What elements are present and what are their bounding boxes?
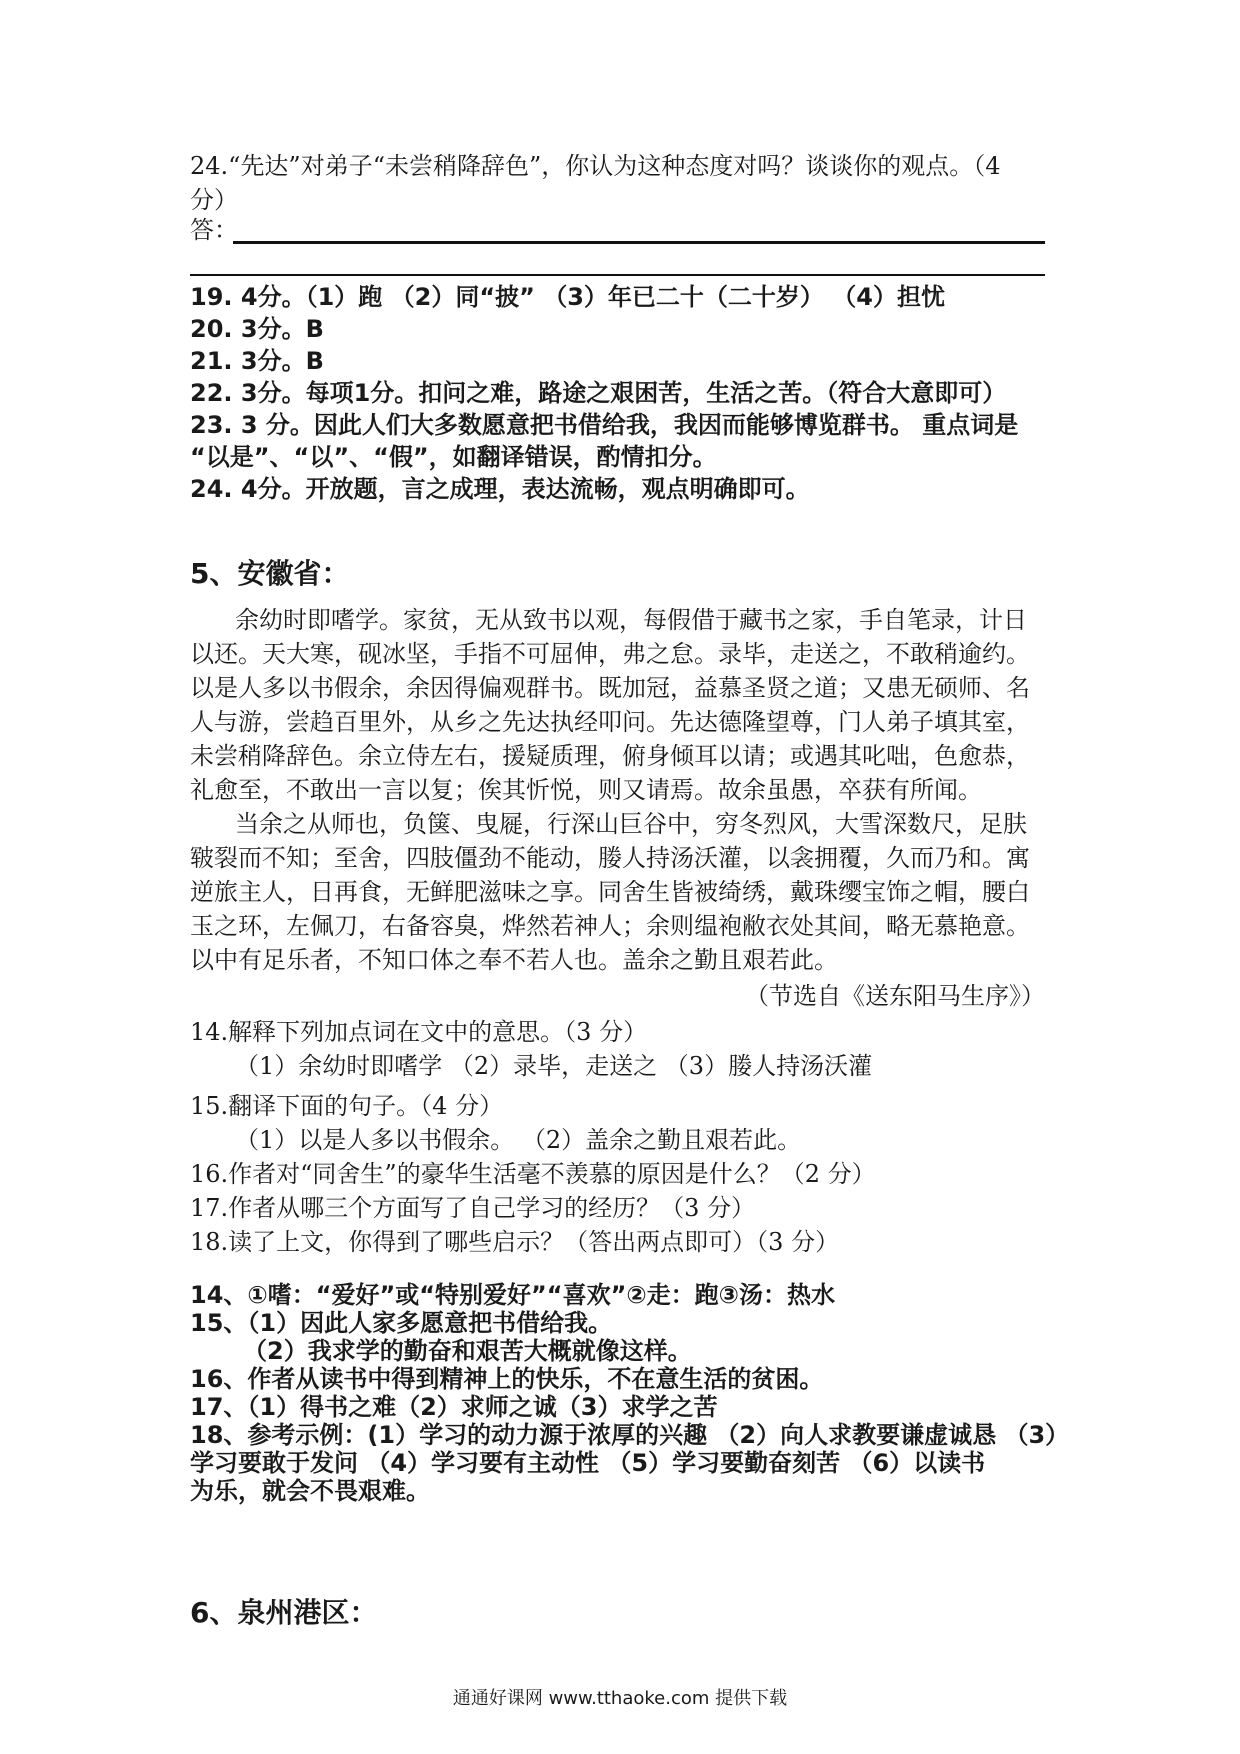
passage-line: 逆旅主人，日再食，无鲜肥滋味之享。同舍生皆被绮绣，戴珠缨宝饰之帽，腰白 (190, 878, 1030, 906)
passage-line: 皲裂而不知；至舍，四肢僵劲不能动，媵人持汤沃灌，以衾拥覆，久而乃和。寓 (190, 844, 1030, 872)
passage-source: （节选自《送东阳马生序》） (745, 982, 1045, 1010)
answer-18-line-2: 学习要敢于发问 （4）学习要有主动性 （5）学习要勤奋刻苦 （6）以读书 (190, 1449, 986, 1477)
page-footer: 通通好课网 www.tthaoke.com 提供下载 (452, 1688, 788, 1709)
question-14-items: （1）余幼时即嗜学 （2）录毕，走送之 （3）媵人持汤沃灌 (235, 1052, 873, 1080)
question-24-line-2: 分） (190, 186, 238, 214)
question-17: 17.作者从哪三个方面写了自己学习的经历？（3 分） (190, 1194, 756, 1222)
answer-23-line-1: 23. 3 分。因此人们大多数愿意把书借给我，我因而能够博览群书。 重点词是 (190, 411, 1019, 439)
answer-16: 16、作者从读书中得到精神上的快乐，不在意生活的贫困。 (190, 1365, 824, 1393)
answer-19: 19. 4分。（1）跑 （2）同“披” （3）年已二十（二十岁） （4）担忧 (190, 283, 945, 311)
question-14: 14.解释下列加点词在文中的意思。（3 分） (190, 1018, 648, 1046)
passage-line: 以还。天大寒，砚冰坚，手指不可屈伸，弗之怠。录毕，走送之，不敢稍逾约。 (190, 640, 1030, 668)
question-16: 16.作者对“同舍生”的豪华生活毫不羡慕的原因是什么？（2 分） (190, 1160, 876, 1188)
answer-15-line-2: （2）我求学的勤奋和艰苦大概就像这样。 (243, 1337, 692, 1365)
answer-21: 21. 3分。B (190, 347, 324, 375)
passage-line: 以中有足乐者，不知口体之奉不若人也。盖余之勤且艰若此。 (190, 946, 838, 974)
answer-24: 24. 4分。开放题，言之成理，表达流畅，观点明确即可。 (190, 475, 810, 503)
passage-line: 未尝稍降辞色。余立侍左右，援疑质理，俯身倾耳以请；或遇其叱咄，色愈恭， (190, 742, 1030, 770)
answer-18-line-3: 为乐，就会不畏艰难。 (190, 1477, 430, 1505)
question-18: 18.读了上文，你得到了哪些启示？（答出两点即可）（3 分） (190, 1228, 840, 1256)
passage-line: 人与游，尝趋百里外，从乡之先达执经叩问。先达德隆望尊，门人弟子填其室， (190, 708, 1030, 736)
answer-line-1 (233, 241, 1045, 244)
answer-22: 22. 3分。每项1分。扣问之难，路途之艰困苦，生活之苦。（符合大意即可） (190, 379, 1007, 407)
question-15-items: （1）以是人多以书假余。 （2）盖余之勤且艰若此。 (235, 1126, 802, 1154)
answer-label: 答： (190, 216, 238, 244)
answer-18-line-1: 18、参考示例：(1）学习的动力源于浓厚的兴趣 （2）向人求教要谦虚诚恳 （3） (190, 1421, 1070, 1449)
answer-line-2 (190, 274, 1045, 276)
passage-line: 以是人多以书假余，余因得偏观群书。既加冠，益慕圣贤之道；又患无硕师、名 (190, 674, 1030, 702)
section-6-heading: 6、泉州港区： (190, 1596, 378, 1629)
section-5-heading: 5、安徽省： (190, 557, 350, 590)
passage-line: 礼愈至，不敢出一言以复；俟其忻悦，则又请焉。故余虽愚，卒获有所闻。 (190, 776, 982, 804)
question-24-line-1: 24.“先达”对弟子“未尝稍降辞色”，你认为这种态度对吗？谈谈你的观点。（4 (190, 152, 1001, 180)
passage-line: 玉之环，左佩刀，右备容臭，烨然若神人；余则缊袍敝衣处其间，略无慕艳意。 (190, 912, 1030, 940)
answer-23-line-2: “以是”、“以”、“假”，如翻译错误，酌情扣分。 (190, 443, 717, 471)
answer-15-line-1: 15、（1）因此人家多愿意把书借给我。 (190, 1309, 613, 1337)
answer-20: 20. 3分。B (190, 315, 324, 343)
passage-line: 当余之从师也，负箧、曳屣，行深山巨谷中，穷冬烈风，大雪深数尺，足肤 (235, 810, 1027, 838)
passage-line: 余幼时即嗜学。家贫，无从致书以观，每假借于藏书之家，手自笔录，计日 (235, 606, 1027, 634)
answer-17: 17、（1）得书之难（2）求师之诚（3）求学之苦 (190, 1393, 718, 1421)
answer-14: 14、①嗜：“爱好”或“特别爱好”“喜欢”②走：跑③汤：热水 (190, 1281, 835, 1309)
question-15: 15.翻译下面的句子。（4 分） (190, 1092, 504, 1120)
